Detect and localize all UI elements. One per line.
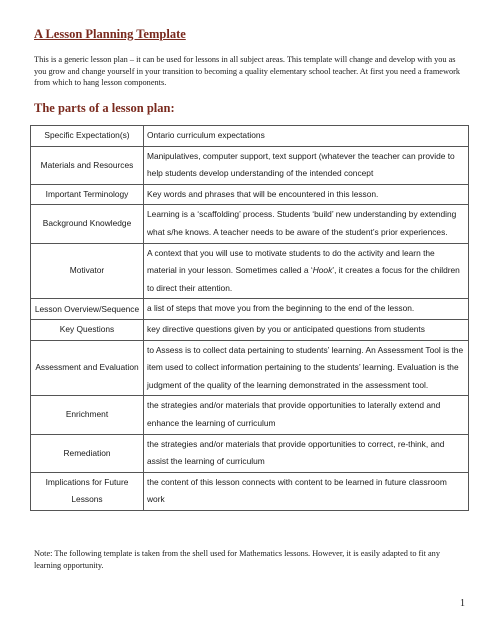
table-row bbox=[31, 472, 469, 510]
row-label: Important Terminology bbox=[31, 184, 144, 205]
row-label: Key Questions bbox=[31, 319, 144, 340]
row-description: Key words and phrases that will be encountered in this lesson. bbox=[144, 184, 469, 205]
table-row bbox=[31, 299, 469, 320]
row-description: to Assess is to collect data pertaining to students’ learning. An Assessment Tool is the item used to collect information pertaining to the students’ learning. Evaluation is the judgment of the quality of the learning demonstrated in the assessment tool. bbox=[144, 340, 469, 396]
emphasized-term: Hook bbox=[312, 265, 333, 276]
table-row bbox=[31, 243, 469, 299]
table-row bbox=[31, 126, 469, 147]
table-row bbox=[31, 396, 469, 434]
row-description: a list of steps that move you from the beginning to the end of the lesson. bbox=[144, 299, 469, 320]
row-label: Enrichment bbox=[31, 396, 144, 434]
description-text: ’, it creates a focus for the children to direct their attention. bbox=[147, 265, 460, 293]
description-text: A context that you will use to motivate students to do the activity and learn the material in your lesson. Sometimes called a ‘ bbox=[147, 247, 435, 276]
row-label: Materials and Resources bbox=[31, 146, 144, 184]
row-description: Ontario curriculum expectations bbox=[144, 126, 469, 147]
row-label: Background Knowledge bbox=[31, 205, 144, 243]
row-description bbox=[144, 243, 469, 299]
row-description: Manipulatives, computer support, text support (whatever the teacher can provide to help students develop understanding of the intended concept bbox=[144, 146, 469, 184]
table-row bbox=[31, 434, 469, 472]
table-row bbox=[31, 340, 469, 396]
row-label: Assessment and Evaluation bbox=[31, 340, 144, 396]
table-row bbox=[31, 184, 469, 205]
row-label: Remediation bbox=[31, 434, 144, 472]
row-description: the strategies and/or materials that provide opportunities to correct, re-think, and assist the learning of curriculum bbox=[144, 434, 469, 472]
table-row bbox=[31, 146, 469, 184]
row-description: key directive questions given by you or anticipated questions from students bbox=[144, 319, 469, 340]
row-label: Lesson Overview/Sequence bbox=[31, 299, 144, 320]
row-description: the strategies and/or materials that provide opportunities to laterally extend and enhance the learning of curriculum bbox=[144, 396, 469, 434]
row-label: Specific Expectation(s) bbox=[31, 126, 144, 147]
lesson-plan-table bbox=[30, 125, 469, 511]
row-description: the content of this lesson connects with content to be learned in future classroom work bbox=[144, 472, 469, 510]
intro-paragraph: This is a generic lesson plan – it can be used for lessons in all subject areas. This template will change and develop with you as you grow and change yourself in your transition to becoming a quality elementary school teacher. At first you need a framework from which to hang lesson components. bbox=[34, 55, 461, 88]
row-label: Motivator bbox=[31, 243, 144, 299]
note-paragraph: Note: The following template is taken from the shell used for Mathematics lessons. However, it is easily adapted to fit any learning opportunity. bbox=[34, 549, 440, 570]
table-row bbox=[31, 205, 469, 243]
table-row bbox=[31, 319, 469, 340]
document-title: A Lesson Planning Template bbox=[34, 27, 186, 41]
page-number: 1 bbox=[460, 598, 465, 609]
row-description: Learning is a ‘scaffolding’ process. Students ‘build’ new understanding by extending what s/he knows. A teacher needs to be aware of the student’s prior experiences. bbox=[144, 205, 469, 243]
row-label: Implications for Future Lessons bbox=[31, 472, 144, 510]
section-heading: The parts of a lesson plan: bbox=[34, 101, 175, 115]
